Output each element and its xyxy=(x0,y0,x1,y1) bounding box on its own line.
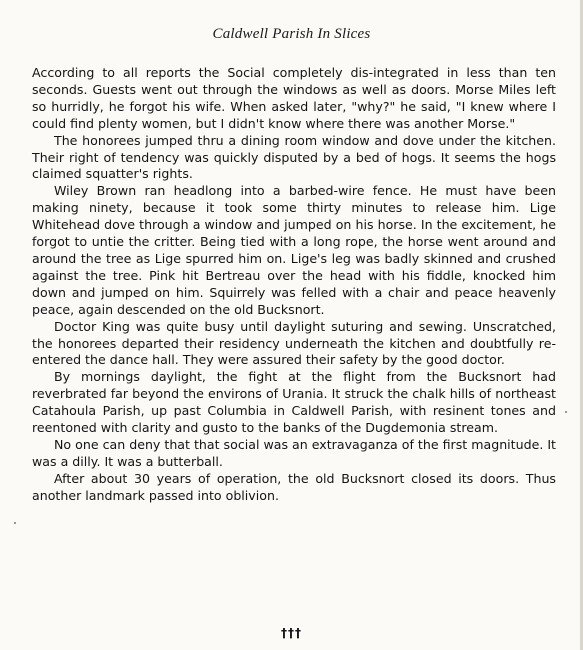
paragraph-4: Doctor King was quite busy until daylight suturing and sewing. Unscratched, the honorees departed their residency underneath the kitchen and doubtfully re-entered the dance hall. They were assured their safety by the good doctor. xyxy=(32,318,556,368)
paragraph-1: According to all reports the Social completely dis-integrated in less than ten seconds. Guests went out through the windows as well as doors. Morse Miles left so hurridly, he forgot his wife. When asked later, "why?" he said, "I knew where I could find plenty women, but I didn't know where there was another Morse." xyxy=(32,65,556,131)
paragraph-5: By mornings daylight, the fight at the flight from the Bucksnort had reverbrated far beyond the environs of Urania. It struck the chalk hills of northeast Catahoula Parish, up past Columbia in Caldwell Parish, with resinent tones and reentoned with clarity and gusto to the banks of the Dugdemonia stream. xyxy=(32,369,556,436)
paragraph-6: No one can deny that that social was an extravaganza of the first magnitude. It was a dilly. It was a butterball. xyxy=(32,436,556,469)
section-end-ornament: ††† xyxy=(281,626,302,640)
scan-speck xyxy=(14,522,16,524)
paragraph-2: The honorees jumped thru a dining room window and dove under the kitchen. Their right of tendency was quickly disputed by a bed of hogs. It seems the hogs claimed squatter's rights. xyxy=(32,132,556,182)
paragraph-3: Wiley Brown ran headlong into a barbed-wire fence. He must have been making ninety, because it took some thirty minutes to release him. Lige Whitehead dove through a window and jumped on his horse. In the excitement, he forgot to untie the critter. Being tied with a long rope, the horse went around and around the tree as Lige spurred him on. Lige's leg was badly skinned and crushed against the tree. Pink hit Bertreau over the head with his fiddle, knocked him down and jumped on him. Squirrely was felled with a chair and peace heavenly peace, again descended on the old Bucksnort. xyxy=(32,183,556,317)
running-head: Caldwell Parish In Slices xyxy=(212,26,371,42)
article-body xyxy=(32,65,556,505)
scan-speck xyxy=(565,411,567,413)
paragraph-7: After about 30 years of operation, the old Bucksnort closed its doors. Thus another landmark passed into oblivion. xyxy=(32,470,556,503)
